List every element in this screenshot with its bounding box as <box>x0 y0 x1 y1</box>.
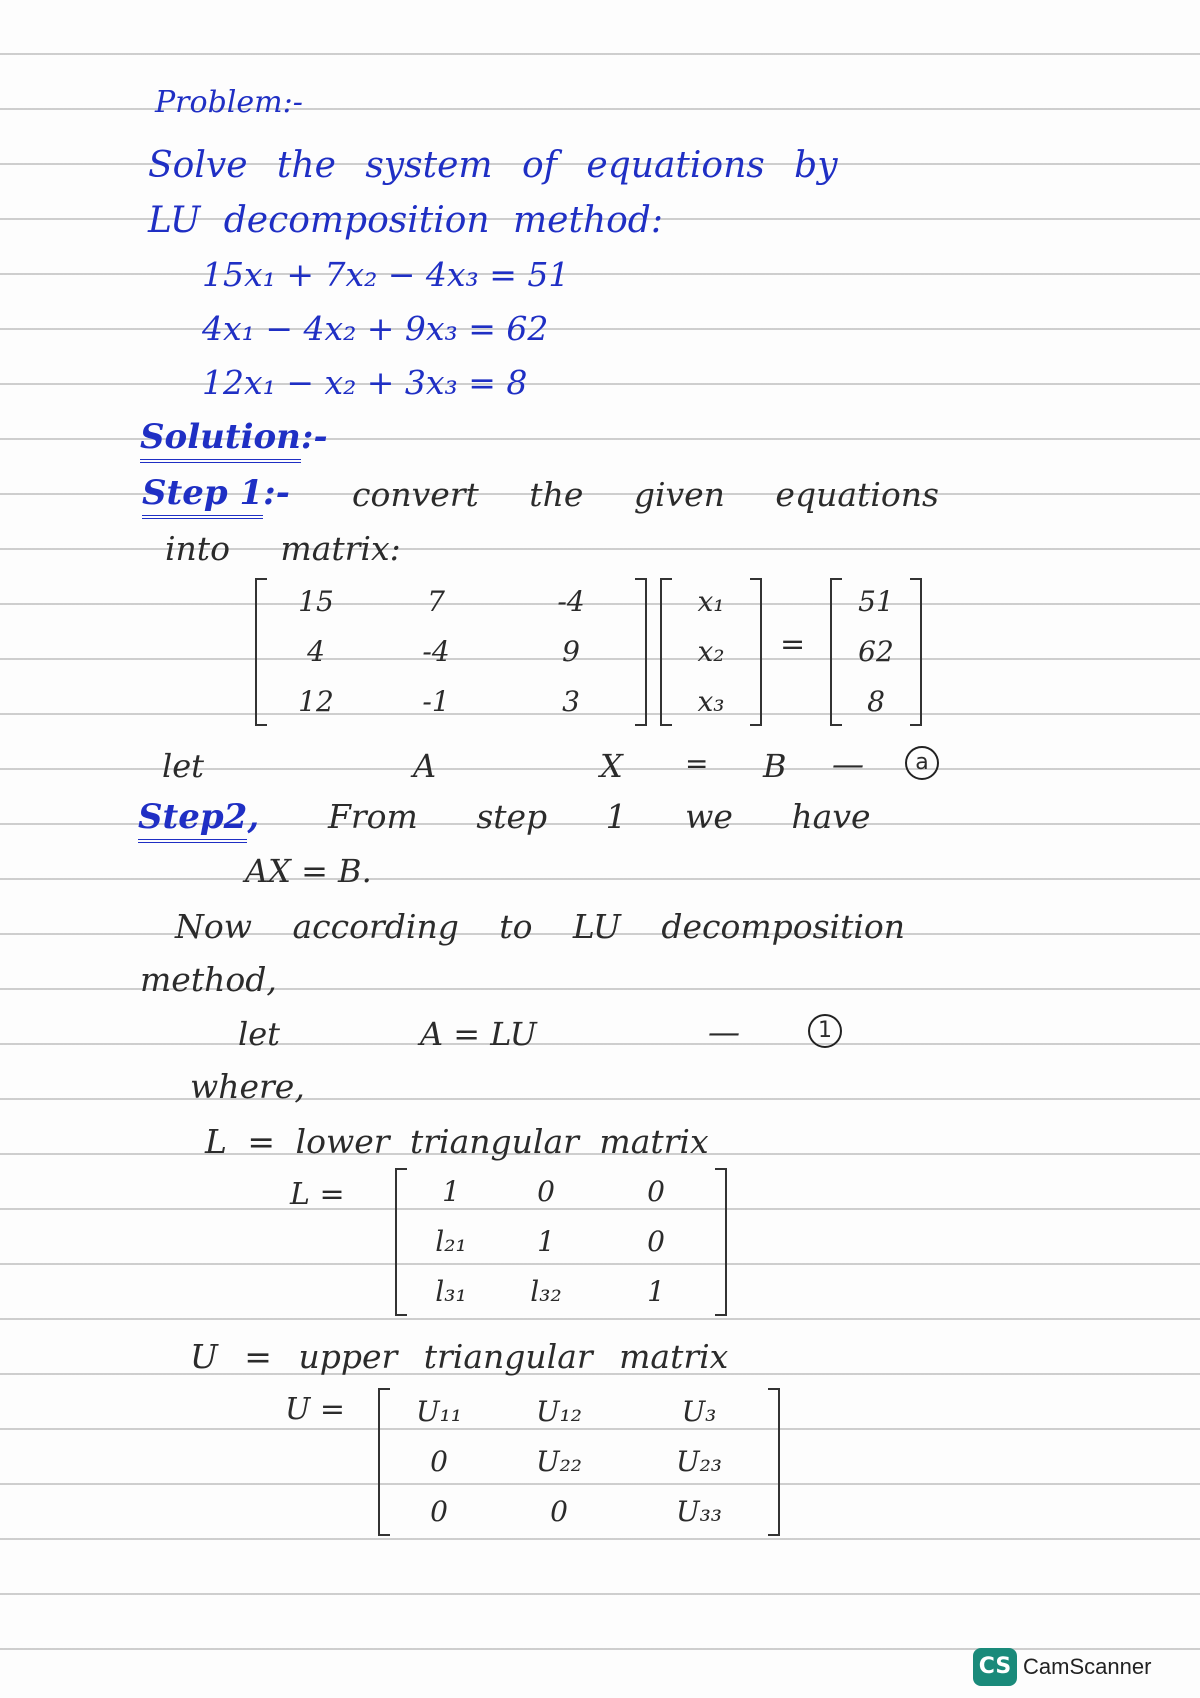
step2-label <box>138 797 260 837</box>
matrix-A-cell: -1 <box>422 685 450 718</box>
let-equals: = <box>685 747 709 780</box>
solution-heading-suffix: :- <box>300 417 328 457</box>
matrix-U-cell: U₁₁ <box>415 1395 463 1428</box>
step2-equation: AX = B. <box>245 852 372 890</box>
camscanner-badge-icon: CS <box>973 1648 1017 1686</box>
matrix-equals-sign: = <box>780 627 806 662</box>
vector-B <box>830 578 922 726</box>
let-dash: — <box>832 745 864 783</box>
U-label: U = <box>285 1392 345 1427</box>
equation-3: 12x₁ − x₂ + 3x₃ = 8 <box>202 363 528 402</box>
step2-text2-line2: method, <box>140 960 277 999</box>
U-definition: U = upper triangular matrix <box>190 1337 729 1376</box>
vector-B-cell: 51 <box>858 585 894 618</box>
matrix-L-cell: 1 <box>647 1275 665 1308</box>
matrix-L-cell: l₃₁ <box>435 1275 467 1308</box>
matrix-U-cell: U₃ <box>681 1395 717 1428</box>
matrix-L-cell: 1 <box>537 1225 555 1258</box>
matrix-A-cell: 12 <box>298 685 334 718</box>
step1-text-line2: into matrix: <box>165 529 401 568</box>
matrix-U <box>378 1388 780 1536</box>
matrix-L <box>395 1168 727 1316</box>
matrix-U-cell: U₁₂ <box>535 1395 583 1428</box>
vector-B-cell: 8 <box>867 685 885 718</box>
step1-label <box>142 473 290 513</box>
step1-label-suffix: :- <box>263 473 290 513</box>
matrix-L-cell: 1 <box>442 1175 460 1208</box>
equation-tag-a-circle: a <box>905 746 939 780</box>
equation-tag-1-circle: 1 <box>808 1014 842 1048</box>
camscanner-text: CamScanner <box>1023 1654 1152 1679</box>
matrix-U-cell: U₃₃ <box>675 1495 723 1528</box>
matrix-U-cell: 0 <box>430 1495 448 1528</box>
lu-let-label: let <box>238 1015 281 1053</box>
matrix-L-cell: 0 <box>647 1225 665 1258</box>
matrix-A-cell: -4 <box>422 635 450 668</box>
matrix-L-cell: l₂₁ <box>435 1225 467 1258</box>
step2-label-suffix: , <box>247 797 260 837</box>
matrix-A-cell: 15 <box>298 585 334 618</box>
step1-label-text: Step 1 <box>142 473 263 519</box>
lu-dash: — <box>708 1013 740 1051</box>
vector-X-cell: x₃ <box>697 685 725 718</box>
problem-heading: Problem:- <box>155 85 303 120</box>
step2-text2-line1: Now according to LU decomposition <box>175 907 906 946</box>
step2-label-text: Step2 <box>138 797 247 843</box>
matrix-A-cell: -4 <box>557 585 585 618</box>
matrix-A <box>255 578 647 726</box>
solution-heading <box>140 417 328 457</box>
matrix-L-cell: 0 <box>647 1175 665 1208</box>
vector-X <box>660 578 762 726</box>
problem-statement-line1: Solve the system of equations by <box>148 145 838 186</box>
matrix-L-cell: l₃₂ <box>530 1275 562 1308</box>
matrix-U-cell: U₂₂ <box>535 1445 583 1478</box>
matrix-U-cell: 0 <box>430 1445 448 1478</box>
step2-text: From step 1 we have <box>328 797 871 836</box>
let-A: A <box>413 747 437 785</box>
lu-equation: A = LU <box>420 1015 537 1053</box>
solution-heading-text: Solution <box>140 417 301 463</box>
matrix-U-cell: 0 <box>550 1495 568 1528</box>
let-B: B <box>763 747 787 785</box>
matrix-L-cell: 0 <box>537 1175 555 1208</box>
vector-X-cell: x₁ <box>697 585 725 618</box>
vector-X-cell: x₂ <box>697 635 725 668</box>
L-definition: L = lower triangular matrix <box>205 1122 709 1161</box>
matrix-A-cell: 9 <box>562 635 580 668</box>
matrix-U-cell: U₂₃ <box>675 1445 723 1478</box>
equation-tag-a <box>905 746 939 780</box>
let-X: X <box>600 747 623 785</box>
matrix-A-cell: 3 <box>562 685 580 718</box>
step1-text-line1: convert the given equations <box>352 475 939 514</box>
matrix-A-cell: 7 <box>427 585 445 618</box>
camscanner-logo <box>973 1648 1151 1686</box>
where-label: where, <box>190 1067 305 1106</box>
problem-statement-line2: LU decomposition method: <box>148 200 663 241</box>
let-label: let <box>162 747 205 785</box>
equation-tag-1 <box>808 1014 842 1048</box>
vector-B-cell: 62 <box>858 635 894 668</box>
equation-1: 15x₁ + 7x₂ − 4x₃ = 51 <box>202 255 570 294</box>
L-label: L = <box>290 1177 345 1212</box>
matrix-A-cell: 4 <box>307 635 325 668</box>
equation-2: 4x₁ − 4x₂ + 9x₃ = 62 <box>202 309 549 348</box>
